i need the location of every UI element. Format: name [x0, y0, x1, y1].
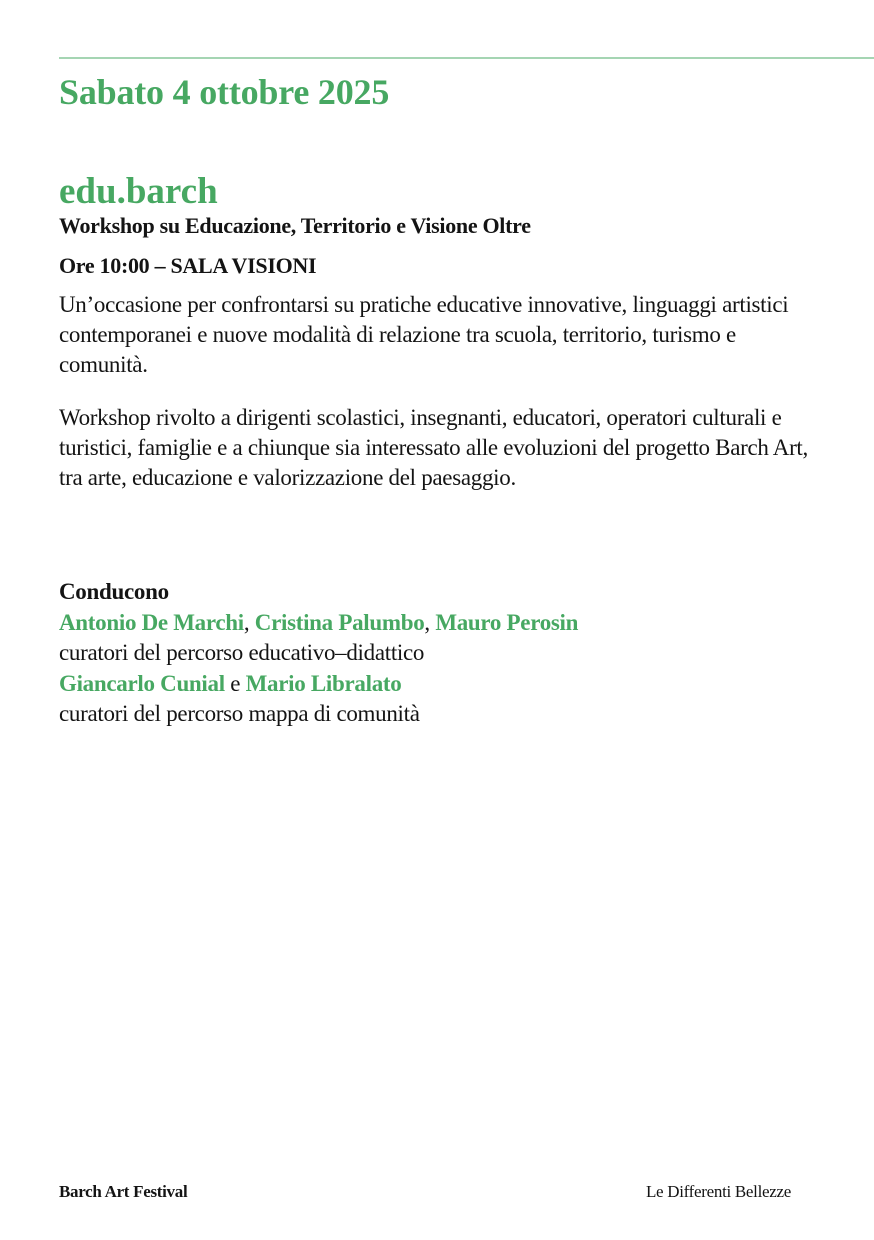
conductors-group-1-names: [59, 608, 819, 639]
event-time-location: Ore 10:00 – SALA VISIONI: [59, 253, 317, 278]
conductors-heading: Conducono: [59, 579, 169, 604]
name-connector: e: [224, 670, 246, 696]
conductor-name: Mario Libralato: [245, 670, 402, 696]
conductors-group-2-role: curatori del percorso mappa di comunità: [59, 701, 420, 726]
event-description: Un’occasione per confrontarsi su pratiche educative innovative, linguaggi artistici contemporanei e nuove modalità di relazione tra scuola, territorio, turismo e comunità.: [59, 292, 789, 377]
event-audience: Workshop rivolto a dirigenti scolastici, insegnanti, educatori, operatori culturali e turistici, famiglie e a chiunque sia interessato alle evoluzioni del progetto Barch Art, tra arte, educazione e valorizzazione del paesaggio.: [59, 405, 808, 490]
name-separator: ,: [424, 609, 436, 635]
conductors-group-2-names: [59, 669, 819, 700]
event-subtitle: Workshop su Educazione, Territorio e Visione Oltre: [59, 213, 531, 238]
event-section: [59, 172, 819, 493]
conductors-group-1-role: curatori del percorso educativo–didattico: [59, 640, 425, 665]
date-title: Sabato 4 ottobre 2025: [59, 72, 390, 112]
footer-tagline: Le Differenti Bellezze: [645, 1182, 791, 1201]
top-divider-rule: [59, 57, 874, 59]
conductor-name: Cristina Palumbo: [254, 609, 425, 635]
conductors-section: [59, 577, 819, 730]
conductor-name: Antonio De Marchi: [59, 609, 244, 635]
footer-festival-name: Barch Art Festival: [59, 1182, 188, 1201]
conductor-name: Giancarlo Cunial: [59, 670, 225, 696]
conductor-name: Mauro Perosin: [435, 609, 579, 635]
event-title: edu.barch: [59, 171, 218, 212]
name-separator: ,: [243, 609, 255, 635]
